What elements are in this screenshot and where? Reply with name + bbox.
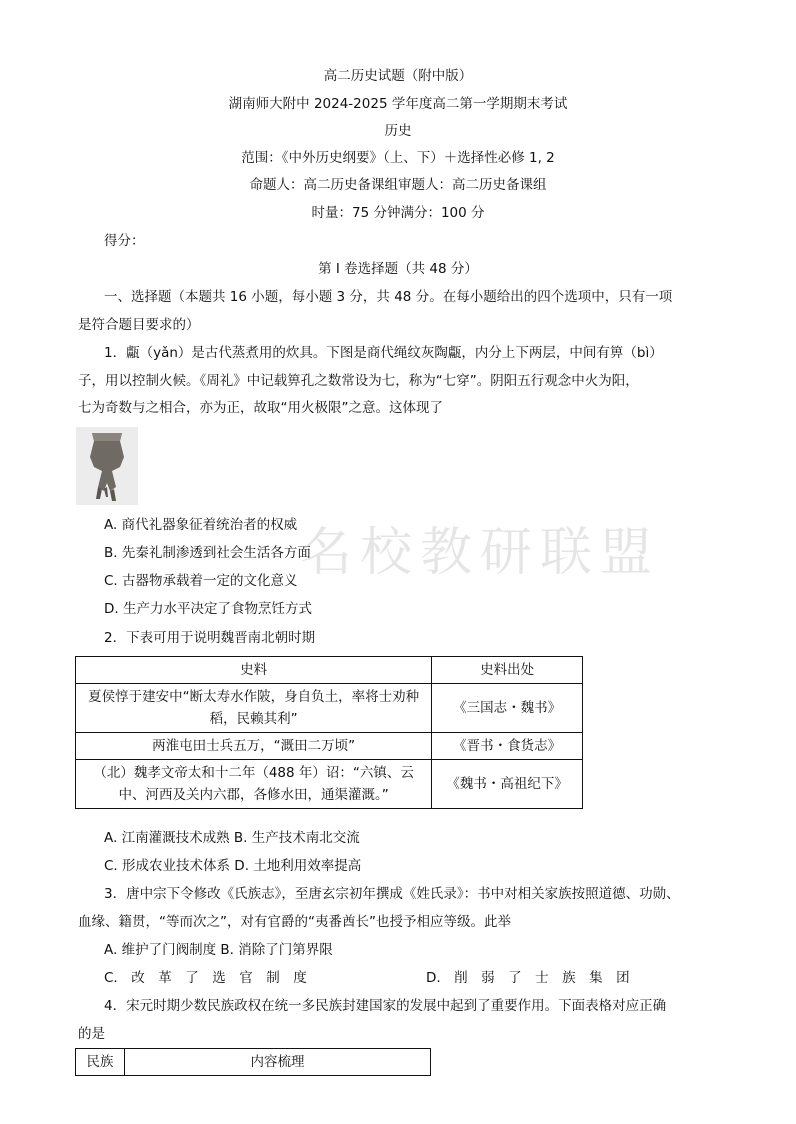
exam-title: 高二历史试题（附中版） bbox=[323, 68, 473, 84]
q3-line1: 3．唐中宗下令修改《氏族志》，至唐玄宗初年撰成《姓氏录》：书中对相关家族按照道德、功勋、 bbox=[104, 886, 680, 902]
q4-table bbox=[75, 1048, 431, 1076]
q4-line1: 4．宋元时期少数民族政权在统一多民族封建国家的发展中起到了重要作用。下面表格对应正确 bbox=[104, 998, 667, 1014]
q2-options-ab: A. 江南灌溉技术成熟 B. 生产技术南北交流 bbox=[104, 830, 360, 846]
section-intro-line2: 是符合题目要求的） bbox=[78, 317, 200, 333]
table-row bbox=[76, 760, 583, 809]
exam-time: 时量：75 分钟满分：100 分 bbox=[311, 205, 485, 221]
table-header-row bbox=[76, 657, 583, 684]
exam-authors: 命题人：高二历史备课组审题人：高二历史备课组 bbox=[249, 177, 547, 193]
section-intro-line1: 一、选择题（本题共 16 小题，每小题 3 分，共 48 分。在每小题给出的四个选项中，只有一项 bbox=[104, 289, 673, 305]
table-cell-text: 夏侯惇于建安中“断太寿水作陂，身自负土，率将士劝种稻，民赖其利” bbox=[76, 684, 432, 733]
table-header-ethnic: 民族 bbox=[76, 1049, 125, 1076]
table-row bbox=[76, 733, 583, 760]
q3-options-ab: A. 维护了门阀制度 B. 消除了门第界限 bbox=[104, 942, 333, 958]
q1-option-c: C. 古器物承载着一定的文化意义 bbox=[104, 573, 298, 589]
table-cell-text: 两淮屯田士兵五万，“溉田二万顷” bbox=[76, 733, 432, 760]
table-row bbox=[76, 684, 583, 733]
exam-scope: 范围：《中外历史纲要》（上、下）＋选择性必修 1, 2 bbox=[241, 150, 555, 166]
table-cell-source: 《三国志・魏书》 bbox=[432, 684, 583, 733]
q1-option-a: A. 商代礼器象征着统治者的权威 bbox=[104, 517, 298, 533]
q1-line1: 1．甗（yǎn）是古代蒸煮用的炊具。下图是商代绳纹灰陶甗，内分上下两层，中间有箅（bì） bbox=[104, 345, 663, 361]
exam-subject: 历史 bbox=[384, 123, 412, 139]
section-title: 第 I 卷选择题（共 48 分） bbox=[318, 261, 478, 277]
q2-table bbox=[75, 656, 583, 809]
pottery-yan-image bbox=[76, 427, 138, 505]
q1-option-d: D. 生产力水平决定了食物烹饪方式 bbox=[104, 601, 312, 617]
q2-stem: 2．下表可用于说明魏晋南北朝时期 bbox=[104, 630, 316, 646]
table-header-text: 史料 bbox=[76, 657, 432, 684]
table-header-row bbox=[76, 1049, 431, 1076]
table-cell-text: （北）魏孝文帝太和十二年（488 年）诏：“六镇、云中、河西及关内六郡，各修水田，通渠灌溉。” bbox=[76, 760, 432, 809]
q3-option-d: D. 削 弱 了 士 族 集 团 bbox=[426, 970, 630, 986]
exam-school: 湖南师大附中 2024-2025 学年度高二第一学期期末考试 bbox=[228, 96, 568, 112]
watermark: 名校教研联盟 bbox=[300, 523, 661, 583]
q1-line3: 七为奇数与之相合，亦为正，故取“用火极限”之意。这体现了 bbox=[78, 400, 443, 416]
q1-line2: 子，用以控制火候。《周礼》中记载箅孔之数常设为七，称为“七穿”。阴阳五行观念中火为阳， bbox=[78, 373, 639, 389]
score-label: 得分： bbox=[104, 233, 145, 249]
q2-options-cd: C. 形成农业技术体系 D. 土地利用效率提高 bbox=[104, 858, 362, 874]
table-header-source: 史料出处 bbox=[432, 657, 583, 684]
table-cell-source: 《魏书・高祖纪下》 bbox=[432, 760, 583, 809]
table-cell-source: 《晋书・食货志》 bbox=[432, 733, 583, 760]
q3-option-c: C. 改 革 了 选 官 制 度 bbox=[104, 970, 307, 986]
q1-option-b: B. 先秦礼制渗透到社会生活各方面 bbox=[104, 545, 311, 561]
table-header-content: 内容梳理 bbox=[125, 1049, 431, 1076]
q4-line2: 的是 bbox=[78, 1026, 105, 1042]
q3-line2: 血缘、籍贯，“等而次之”，对有官爵的“夷番酋长”也授予相应等级。此举 bbox=[78, 914, 511, 930]
